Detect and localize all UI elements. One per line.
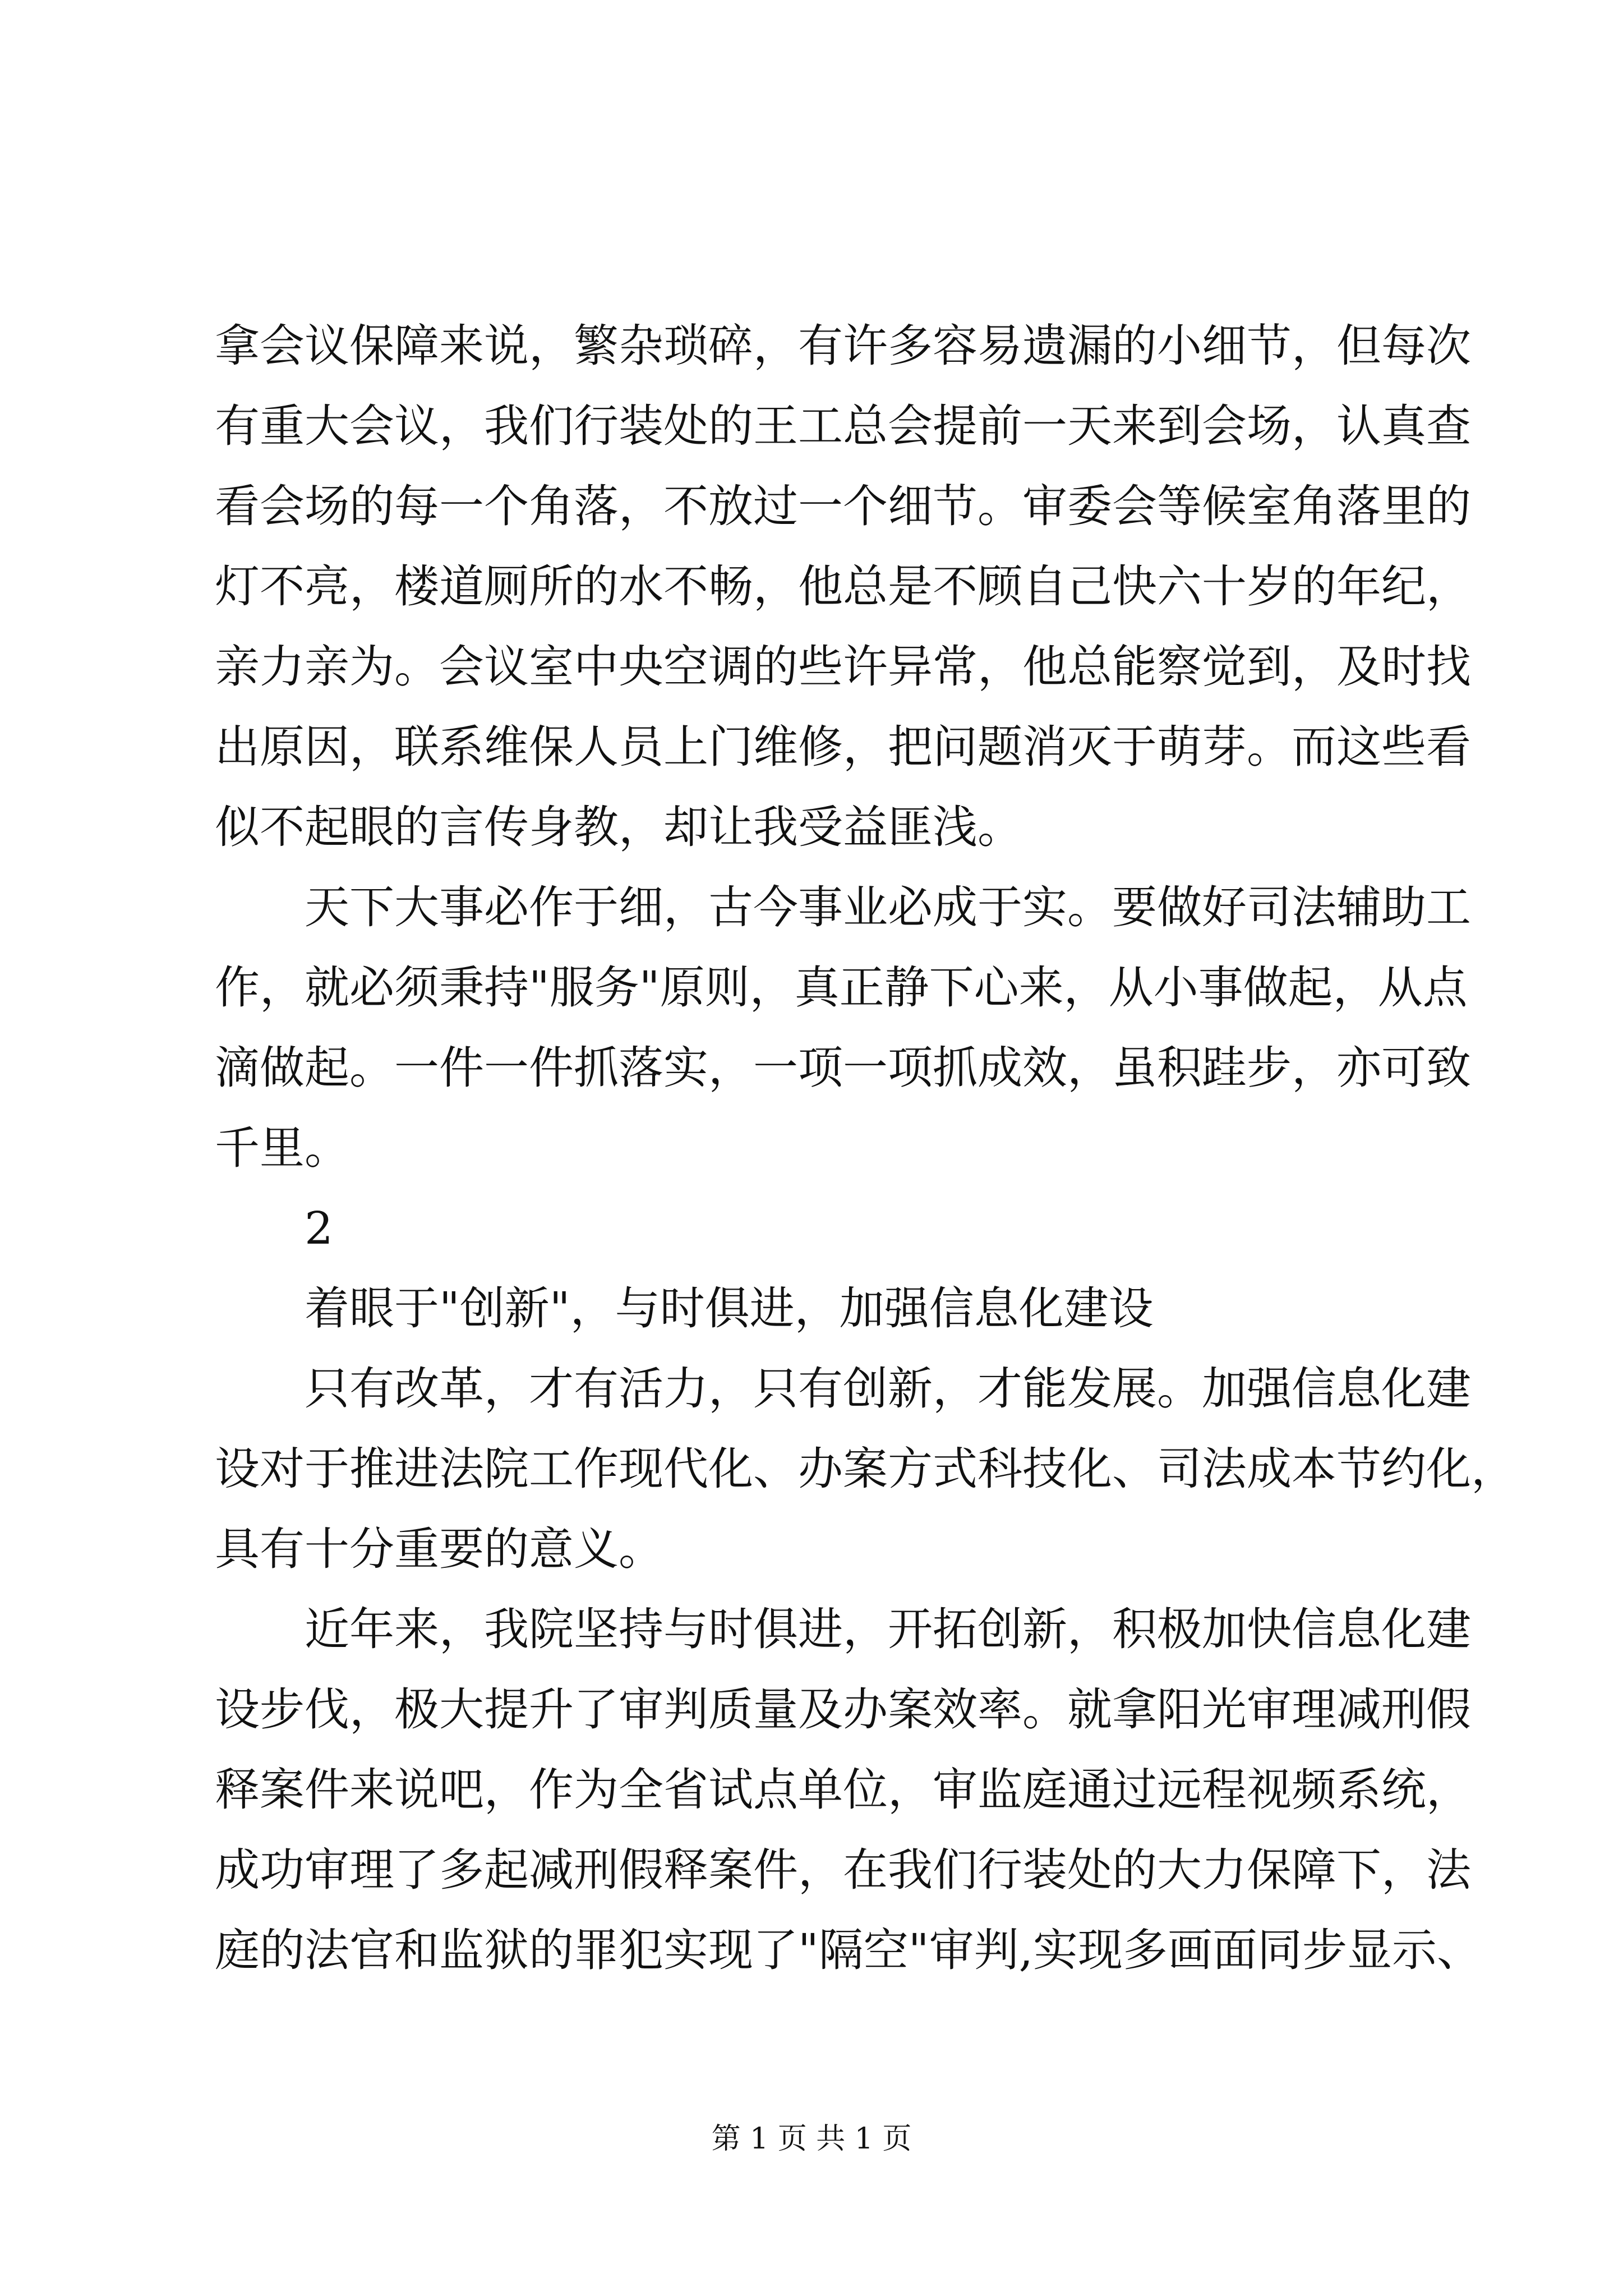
text-line: 具有十分重要的意义。 — [215, 1523, 663, 1575]
text-line: 作，就必须秉持"服务"原则，真正静下心来，从小事做起，从点 — [215, 961, 1468, 1014]
text-line: 成功审理了多起减刑假释案件，在我们行装处的大力保障下，法 — [215, 1844, 1471, 1896]
text-line: 似不起眼的言传身教，却让我受益匪浅。 — [215, 801, 1022, 853]
paragraph — [215, 306, 1471, 867]
text-line: 拿会议保障来说，繁杂琐碎，有许多容易遗漏的小细节，但每次 — [215, 320, 1471, 372]
text-line: 千里。 — [215, 1122, 349, 1174]
text-line: 着眼于"创新"，与时俱进，加强信息化建设 — [305, 1282, 1154, 1335]
text-line: 滴做起。一件一件抓落实，一项一项抓成效，虽积跬步，亦可致 — [215, 1042, 1471, 1094]
page-footer: 第 1 页 共 1 页 — [711, 2122, 912, 2156]
paragraph — [215, 1268, 1421, 1349]
text-line: 亲力亲为。会议室中央空调的些许异常，他总能察觉到，及时找 — [215, 641, 1471, 693]
text-line: 设步伐，极大提升了审判质量及办案效率。就拿阳光审理减刑假 — [215, 1683, 1471, 1736]
document-body — [215, 306, 1516, 1990]
text-line: 看会场的每一个角落，不放过一个细节。审委会等候室角落里的 — [215, 480, 1471, 532]
paragraph — [215, 1589, 1482, 1990]
text-line: 只有改革，才有活力，只有创新，才能发展。加强信息化建 — [305, 1363, 1471, 1415]
paragraph — [215, 1349, 1516, 1589]
paragraph — [215, 1188, 1421, 1268]
text-line: 设对于推进法院工作现代化、办案方式科技化、司法成本节约化， — [215, 1443, 1516, 1495]
paragraph — [215, 867, 1471, 1188]
text-line: 2 — [305, 1202, 333, 1254]
text-line: 出原因，联系维保人员上门维修，把问题消灭于萌芽。而这些看 — [215, 721, 1471, 773]
text-line: 灯不亮，楼道厕所的水不畅，他总是不顾自己快六十岁的年纪， — [215, 560, 1471, 613]
text-line: 释案件来说吧，作为全省试点单位，审监庭通过远程视频系统， — [215, 1764, 1471, 1816]
text-line: 天下大事必作于细，古今事业必成于实。要做好司法辅助工 — [305, 881, 1471, 933]
text-line: 有重大会议，我们行装处的王工总会提前一天来到会场，认真查 — [215, 400, 1471, 452]
text-line: 庭的法官和监狱的罪犯实现了"隔空"审判,实现多画面同步显示、 — [215, 1924, 1482, 1976]
text-line: 近年来，我院坚持与时俱进，开拓创新，积极加快信息化建 — [305, 1603, 1471, 1655]
